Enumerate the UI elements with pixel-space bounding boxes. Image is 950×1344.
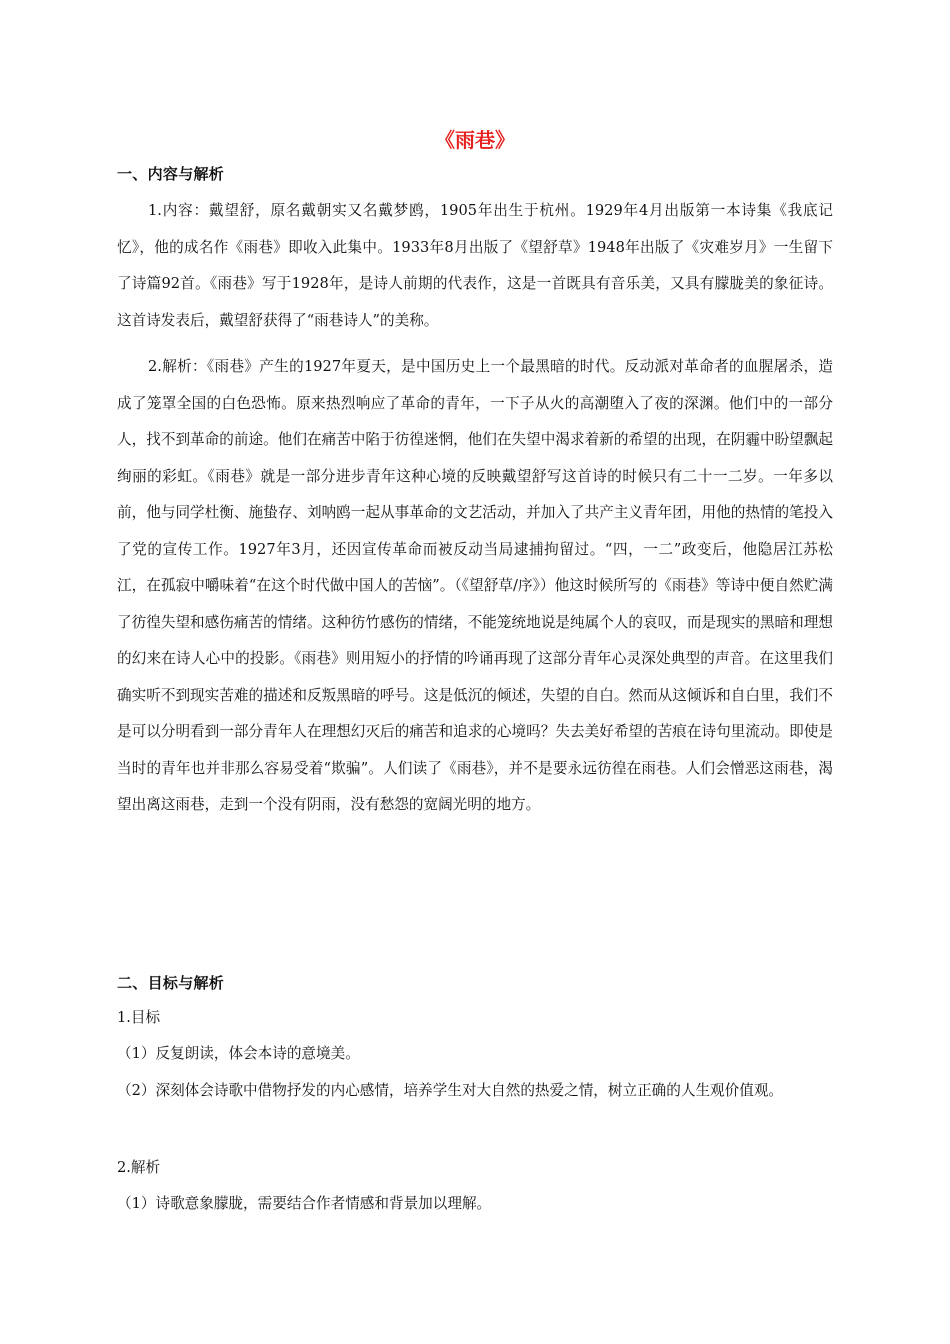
section-heading-goals-analysis: 二、目标与解析 bbox=[117, 974, 225, 992]
analysis-item-1: （1）诗歌意象朦胧，需要结合作者情感和背景加以理解。 bbox=[117, 1195, 492, 1212]
content-paragraph: 1.内容：戴望舒，原名戴朝实又名戴梦鸥，1905年出生于杭州。1929年4月出版第一本诗集《我底记忆》，他的成名作《雨巷》即收入此集中。1933年8月出版了《望舒草》1948年出版了《灾难岁月》一生留下了诗篇92首。《雨巷》写于1928年，是诗人前期的代表作，这是一首既具有音乐美，又具有朦胧美的象征诗。这首诗发表后，戴望舒获得了“雨巷诗人”的美称。 bbox=[117, 202, 833, 329]
goal-label: 1.目标 bbox=[117, 1009, 161, 1026]
goal-item-2: （2）深刻体会诗歌中借物抒发的内心感情，培养学生对大自然的热爱之情，树立正确的人生观价值观。 bbox=[117, 1082, 784, 1099]
document-title: 《雨巷》 bbox=[435, 128, 515, 152]
goal-item-1: （1）反复朗读，体会本诗的意境美。 bbox=[117, 1045, 360, 1062]
analysis-label: 2.解析 bbox=[117, 1159, 161, 1176]
section-heading-content-analysis: 一、内容与解析 bbox=[117, 165, 225, 183]
analysis-paragraph: 2.解析：《雨巷》产生的1927年夏天，是中国历史上一个最黑暗的时代。反动派对革命者的血腥屠杀，造成了笼罩全国的白色恐怖。原来热烈响应了革命的青年，一下子从火的高潮堕入了夜的深渊。他们中的一部分人，找不到革命的前途。他们在痛苦中陷于彷徨迷惘，他们在失望中渴求着新的希望的出现，在阴霾中盼望飘起绚丽的彩虹。《雨巷》就是一部分进步青年这种心境的反映戴望舒写这首诗的时候只有二十一二岁。一年多以前，他与同学杜衡、施蛰存、刘呐鸥一起从事革命的文艺活动，并加入了共产主义青年团，用他的热情的笔投入了党的宣传工作。1927年3月，还因宣传革命而被反动当局逮捕拘留过。“四，一二”政变后，他隐居江苏松江，在孤寂中嚼味着“在这个时代做中国人的苦恼”。（《望舒草/序》）他这时候所写的《雨巷》等诗中便自然贮满了彷徨失望和感伤痛苦的情绪。这种彷竹感伤的情绪，不能笼统地说是纯属个人的哀叹，而是现实的黑暗和理想的幻来在诗人心中的投影。《雨巷》则用短小的抒情的吟诵再现了这部分青年心灵深处典型的声音。在这里我们确实听不到现实苦难的描述和反叛黑暗的呼号。这是低沉的倾述，失望的自白。然而从这倾诉和自白里，我们不是可以分明看到一部分青年人在理想幻灭后的痛苦和追求的心境吗？失去美好希望的苦痕在诗句里流动。即使是当时的青年也并非那么容易受着“欺骗”。人们读了《雨巷》，并不是要永远彷徨在雨巷。人们会憎恶这雨巷，渴望出离这雨巷，走到一个没有阴雨，没有愁怨的宽阔光明的地方。 bbox=[117, 358, 833, 813]
